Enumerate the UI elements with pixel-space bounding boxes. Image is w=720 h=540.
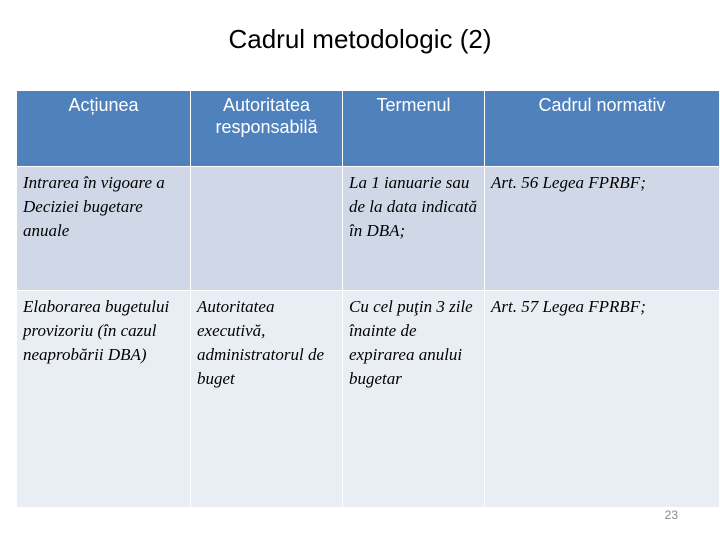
cell-autoritatea: [191, 167, 343, 291]
cell-actiunea: Intrarea în vigoare a Deciziei bugetare anuale: [17, 167, 191, 291]
methodology-table: [16, 90, 720, 508]
page-number: 23: [664, 508, 678, 522]
header-autoritatea: Autoritatea responsabilă: [191, 91, 343, 167]
slide-title: Cadrul metodologic (2): [228, 24, 492, 54]
cell-actiunea: Elaborarea bugetului provizoriu (în cazul neaprobării DBA): [17, 291, 191, 508]
cell-autoritatea: Autoritatea executivă, administratorul de buget: [191, 291, 343, 508]
table-row: [17, 167, 720, 291]
table-row: [17, 291, 720, 508]
header-cadrul-normativ: Cadrul normativ: [485, 91, 720, 167]
cell-cadrul-normativ: Art. 56 Legea FPRBF;: [485, 167, 720, 291]
table-header-row: [17, 91, 720, 167]
header-actiunea: Acțiunea: [17, 91, 191, 167]
cell-termenul: La 1 ianuarie sau de la data indicată în DBA;: [343, 167, 485, 291]
cell-termenul: Cu cel puţin 3 zile înainte de expirarea anului bugetar: [343, 291, 485, 508]
cell-cadrul-normativ: Art. 57 Legea FPRBF;: [485, 291, 720, 508]
header-termenul: Termenul: [343, 91, 485, 167]
